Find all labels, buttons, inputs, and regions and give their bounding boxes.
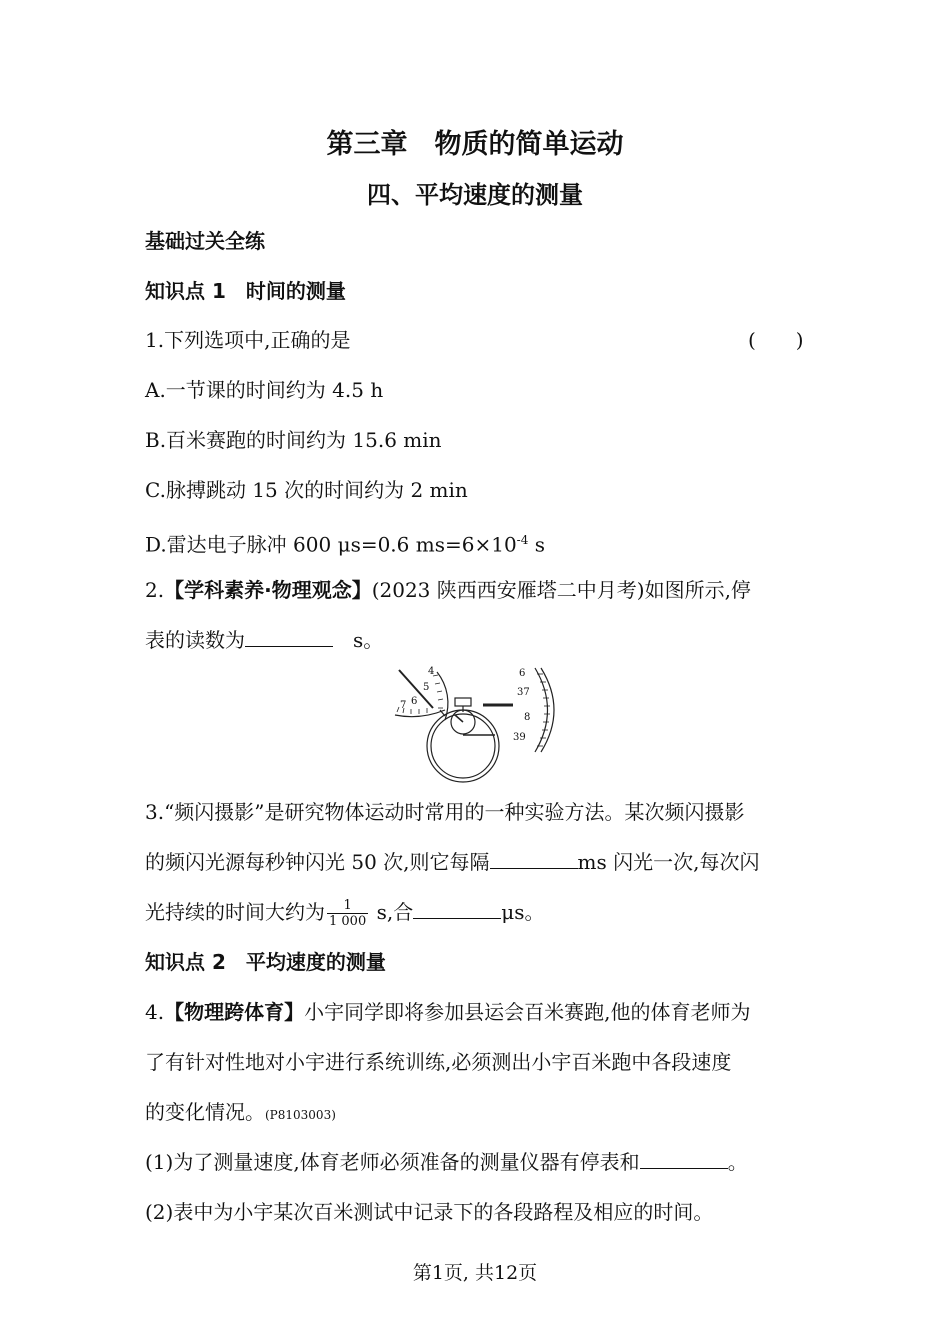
q3-line1: 3.“频闪摄影”是研究物体运动时常用的一种实验方法。某次频闪摄影 <box>145 800 745 824</box>
right-scale-label-4: 39 <box>513 732 526 743</box>
q1-option-a: A.一节课的时间约为 4.5 h <box>145 378 384 402</box>
knowledge-point-1-heading: 知识点 1 时间的测量 <box>145 279 346 303</box>
q2-number: 2. <box>145 578 165 602</box>
q1-option-c: C.脉搏跳动 15 次的时间约为 2 min <box>145 478 468 502</box>
q4-line1 <box>145 998 750 1026</box>
right-scale-label-1: 6 <box>519 668 526 679</box>
q4-number: 4. <box>145 1000 165 1024</box>
q3-fraction <box>327 898 368 929</box>
q2-unit: s。 <box>333 628 384 652</box>
right-scale-label-2: 37 <box>517 687 530 698</box>
q3-line3-text: 光持续的时间大约为 <box>145 900 325 924</box>
q1-option-b: B.百米赛跑的时间约为 15.6 min <box>145 428 442 452</box>
q4-sub1-text: (1)为了测量速度,体育老师必须准备的测量仪器有停表和 <box>145 1150 640 1174</box>
q4-sub1 <box>145 1148 748 1176</box>
q1-option-d <box>145 526 545 559</box>
stopwatch-outer-ring <box>427 710 499 782</box>
q3-fraction-numerator: 1 <box>327 898 368 914</box>
q3-fraction-denominator: 1 000 <box>329 914 367 929</box>
stopwatch-inner-ring <box>431 714 495 778</box>
q3-line2-text: 的频闪光源每秒钟闪光 50 次,则它每隔 <box>145 850 490 874</box>
q1-option-d-text: D.雷达电子脉冲 600 μs=0.6 ms=6×10 <box>145 532 517 557</box>
right-scale-label-3: 8 <box>524 712 531 723</box>
q2-line1 <box>145 576 751 604</box>
q4-line3-text: 的变化情况。 <box>145 1100 265 1124</box>
left-scale-lower-arc <box>395 710 445 717</box>
left-scale-label-1: 4 <box>428 666 435 677</box>
q3-line3-tail: μs。 <box>501 900 545 924</box>
knowledge-point-2-heading: 知识点 2 平均速度的测量 <box>145 950 386 974</box>
q2-source: (2023 陕西西安雁塔二中月考)如图所示,停 <box>371 578 751 602</box>
part-heading: 基础过关全练 <box>145 229 265 253</box>
q4-sub1-blank[interactable] <box>640 1148 728 1169</box>
section-title: 四、平均速度的测量 <box>367 181 583 209</box>
q4-sub1-tail: 。 <box>727 1150 748 1174</box>
small-dial-hand <box>455 715 463 722</box>
q4-sub2: (2)表中为小宇某次百米测试中记录下的各段路程及相应的时间。 <box>145 1200 714 1224</box>
page-footer: 第1页, 共12页 <box>412 1262 538 1284</box>
q2-line2 <box>145 626 383 654</box>
q1-stem: 1.下列选项中,正确的是 <box>145 328 351 352</box>
q3-line3 <box>145 898 544 929</box>
q1-option-d-unit: s <box>528 532 545 557</box>
q3-line2 <box>145 848 759 876</box>
q4-line2: 了有针对性地对小宇进行系统训练,必须测出小宇百米跑中各段速度 <box>145 1050 732 1074</box>
q2-prompt: 表的读数为 <box>145 628 245 652</box>
chapter-title: 第三章 物质的简单运动 <box>326 129 624 160</box>
left-scale-label-4: 7 <box>400 700 407 711</box>
q3-line2-tail: ms 闪光一次,每次闪 <box>577 850 760 874</box>
q2-tag: 【学科素养·物理观念】 <box>164 578 372 602</box>
q1-answer-paren: ( ) <box>748 328 804 352</box>
right-scale-arc <box>535 668 548 752</box>
q1-option-d-exponent: -4 <box>516 533 529 547</box>
q4-code: (P8103003) <box>265 1108 336 1122</box>
q2-answer-blank[interactable] <box>245 626 333 647</box>
stopwatch-figure <box>385 660 565 785</box>
left-scale-label-3: 6 <box>411 696 418 707</box>
q3-line3-mid: s,合 <box>370 900 414 924</box>
q3-blank-us[interactable] <box>413 898 501 919</box>
crown-button <box>455 698 471 706</box>
q4-line1-text: 小宇同学即将参加县运会百米赛跑,他的体育老师为 <box>304 1000 751 1024</box>
q4-tag: 【物理跨体育】 <box>164 1000 305 1024</box>
q4-line3 <box>145 1098 336 1129</box>
left-scale-label-2: 5 <box>423 682 430 693</box>
q3-blank-ms[interactable] <box>490 848 578 869</box>
